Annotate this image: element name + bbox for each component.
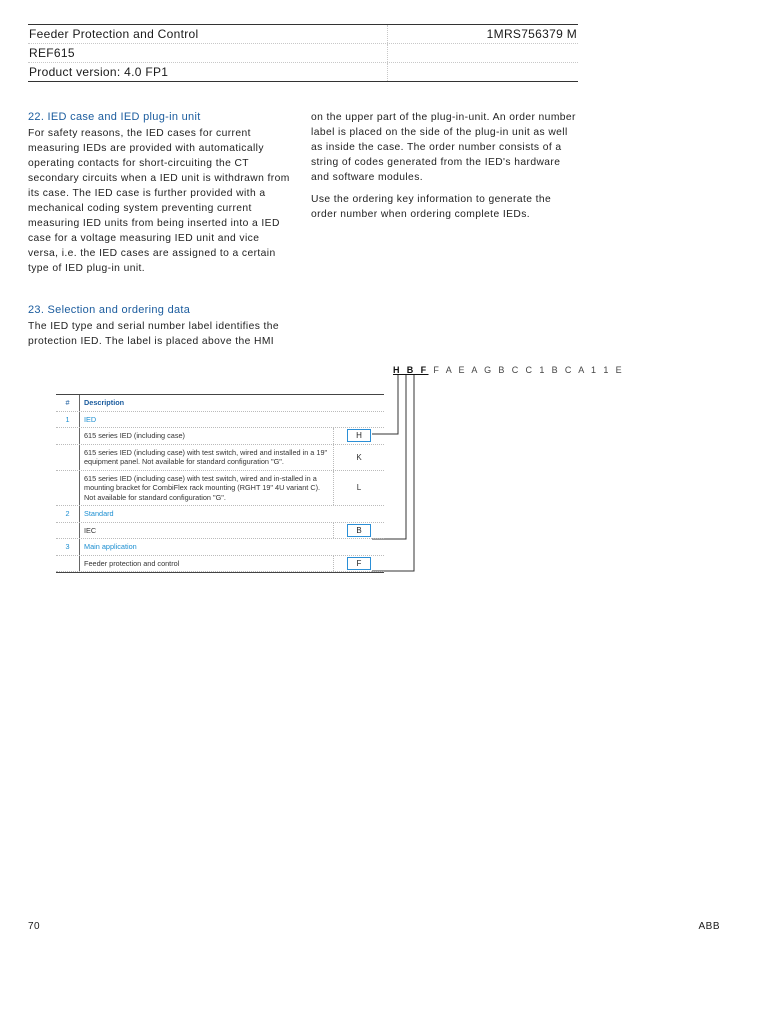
option-description: 615 series IED (including case) with test switch, wired and installed in a 19" equipment panel. Not available for standard configuration "G". — [79, 445, 333, 470]
table-row — [56, 556, 384, 573]
option-code: K — [356, 452, 362, 462]
option-description: IEC — [79, 523, 333, 539]
table-category-row — [56, 412, 384, 429]
option-code: L — [356, 483, 362, 493]
selected-option-code: F — [347, 557, 371, 570]
document-header — [28, 24, 578, 82]
category-label: IED — [79, 412, 384, 428]
row-number — [56, 471, 79, 506]
option-code-cell — [333, 523, 384, 539]
table-row — [56, 471, 384, 507]
header-row-title — [28, 25, 578, 44]
option-code-cell — [333, 556, 384, 572]
option-code-cell — [333, 428, 384, 444]
option-code-cell — [333, 445, 384, 470]
category-label: Standard — [79, 506, 384, 522]
col-desc-header: Description — [79, 395, 384, 411]
row-number — [56, 428, 79, 444]
option-code-cell — [333, 471, 384, 506]
selected-option-code: B — [347, 524, 371, 537]
option-description: Feeder protection and control — [79, 556, 333, 572]
row-number: 1 — [65, 414, 70, 424]
option-description: 615 series IED (including case) — [79, 428, 333, 444]
row-number: 3 — [65, 542, 70, 551]
section-23-text: The IED type and serial number label identifies the protection IED. The label is placed above the HMI — [28, 321, 280, 347]
option-description: 615 series IED (including case) with test switch, wired and in-stalled in a mounting bracket for CombiFlex rack mounting (RGHT 19" 4U variant C). Not available for standard configuration "G". — [79, 471, 333, 506]
row-number — [56, 523, 79, 539]
table-category-row — [56, 539, 384, 556]
brand-logo: ABB — [698, 921, 720, 932]
table-row — [56, 445, 384, 471]
header-row-version — [28, 63, 578, 81]
ordering-table — [56, 394, 384, 573]
table-row — [56, 428, 384, 445]
right-paragraph-1: on the upper part of the plug-in-unit. An order number label is placed on the side of the plug-in unit as well as inside the case. The order number consists of a string of codes generated from the IED's hardware and software modules. — [311, 112, 576, 183]
row-number: 2 — [65, 509, 70, 518]
row-number — [56, 445, 79, 470]
row-number — [56, 556, 79, 572]
col-num-header: # — [65, 398, 70, 407]
product-name: REF615 — [29, 46, 75, 60]
order-code-rest: F A E A G B C C 1 B C A 1 1 E — [428, 365, 625, 375]
section-22-heading: 22. IED case and IED plug-in unit — [28, 111, 201, 123]
order-code — [393, 365, 624, 375]
left-column — [28, 110, 293, 356]
document-id: 1MRS756379 M — [387, 25, 578, 43]
order-code-selected: H B F — [393, 365, 429, 375]
selected-option-code: H — [347, 429, 371, 442]
table-category-row — [56, 506, 384, 523]
category-label: Main application — [79, 539, 384, 555]
right-paragraph-2: Use the ordering key information to generate the order number when ordering complete IEDs. — [311, 194, 552, 220]
table-body — [56, 412, 384, 573]
product-version: Product version: 4.0 FP1 — [29, 65, 169, 79]
header-row-product — [28, 44, 578, 63]
page-number: 70 — [28, 921, 41, 932]
section-22-text: For safety reasons, the IED cases for current measuring IEDs are provided with automatically operating contacts for short-circuiting the CT secondary circuits when a IED unit is withdrawn from its case. The IED case is further provided with a mechanical coding system preventing current measuring IED units from being inserted into a IED case for a voltage measuring IED unit and vice versa, i.e. the IED cases are assigned to a certain type of IED plug-in unit. — [28, 128, 290, 274]
right-column — [311, 110, 576, 229]
table-row — [56, 523, 384, 540]
section-23-heading: 23. Selection and ordering data — [28, 304, 191, 316]
table-header — [56, 395, 384, 412]
document-title: Feeder Protection and Control — [29, 27, 199, 41]
